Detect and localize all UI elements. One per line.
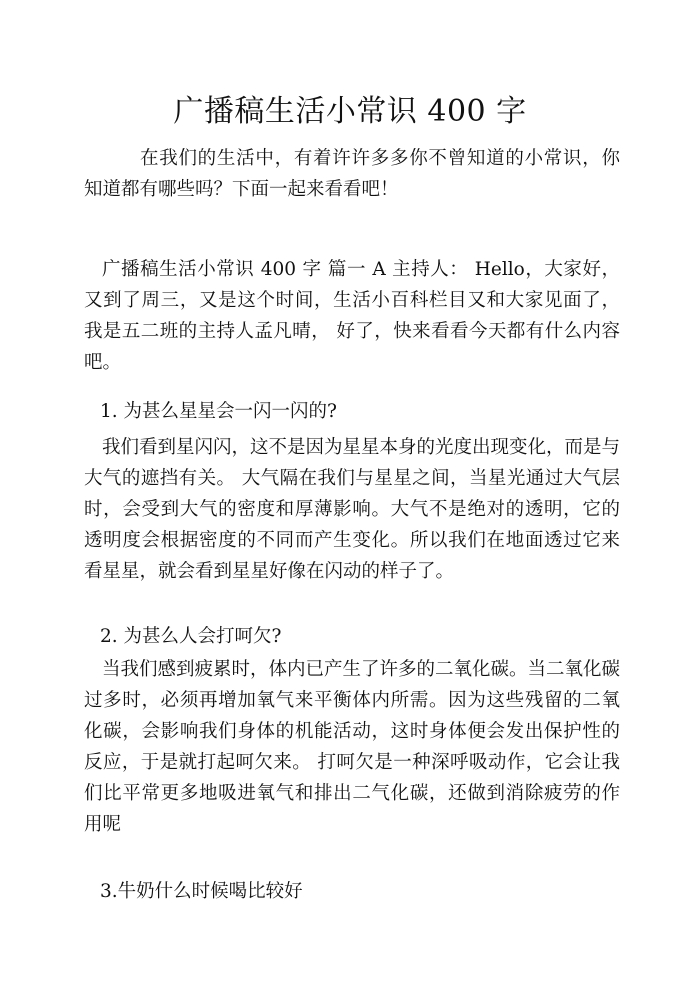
opening-paragraph: 广播稿生活小常识 400 字 篇一 A 主持人： Hello，大家好，又到了周三，又是这个时间，生活小百科栏目又和大家见面了，我是五二班的主持人孟凡晴， 好了，快来看看今天都有什么内容吧。	[84, 259, 620, 373]
section-heading-3: 3.牛奶什么时候喝比较好	[100, 881, 303, 902]
section-body-2: 当我们感到疲累时，体内已产生了许多的二氧化碳。当二氧化碳过多时，必须再增加氧气来平衡体内所需。因为这些残留的二氧化碳，会影响我们身体的机能活动，这时身体便会发出保护性的反应，于是就打起呵欠来。 打呵欠是一种深呼吸动作，它会让我们比平常更多地吸进氧气和排出二气化碳，还做到消除疲劳的作用呢	[84, 659, 621, 835]
section-heading-2: 2. 为甚么人会打呵欠?	[100, 626, 282, 647]
intro-paragraph: 在我们的生活中，有着许许多多你不曾知道的小常识，你知道都有哪些吗？下面一起来看看吧！	[84, 148, 620, 200]
section-heading-1: 1. 为甚么星星会一闪一闪的?	[100, 401, 337, 422]
section-body-1: 我们看到星闪闪，这不是因为星星本身的光度出现变化，而是与大气的遮挡有关。 大气隔在我们与星星之间，当星光通过大气层时，会受到大气的密度和厚薄影响。大气不是绝对的透明，它的透明度会根据密度的不同而产生变化。所以我们在地面透过它来看星星，就会看到星星好像在闪动的样子了。	[84, 437, 621, 582]
document-title: 广播稿生活小常识 400 字	[173, 94, 527, 129]
